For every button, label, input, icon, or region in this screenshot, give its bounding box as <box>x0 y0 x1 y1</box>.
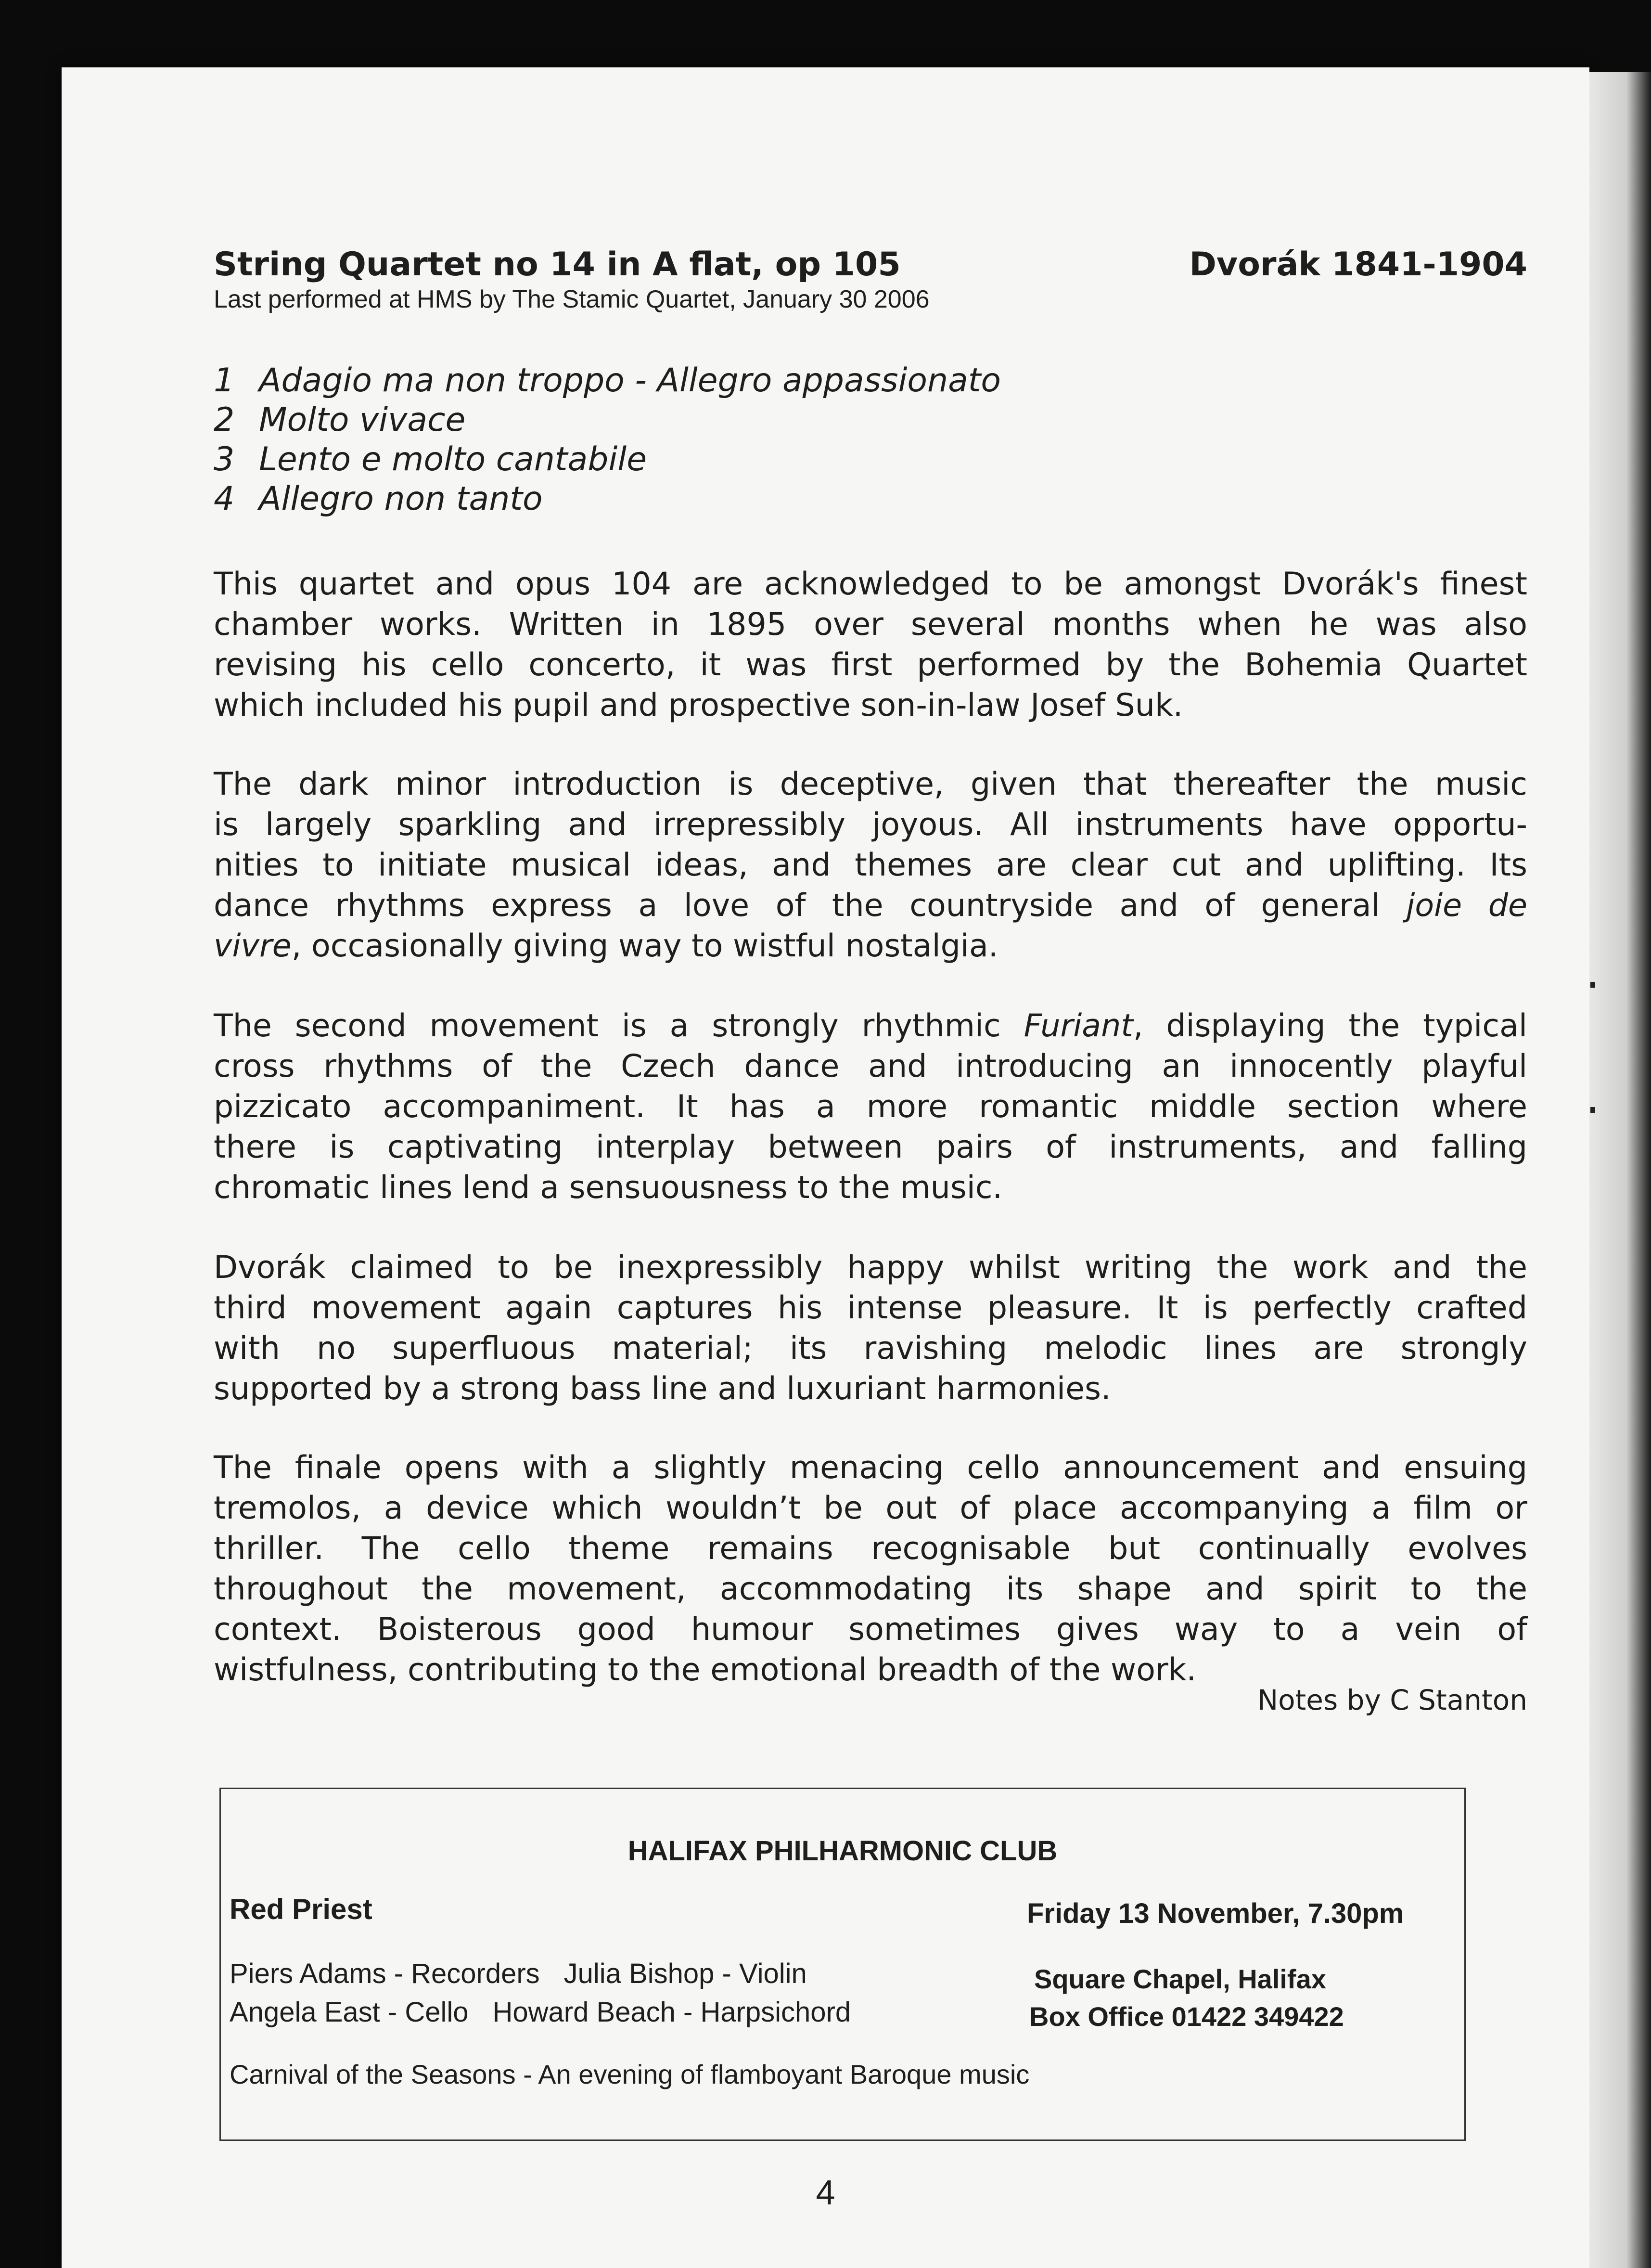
club-name: HALIFAX PHILHARMONIC CLUB <box>627 1835 1058 1867</box>
text-line: pizzicato accompaniment. It has a more romantic middle section where <box>214 1089 1527 1125</box>
composer-dates: Dvorák 1841-1904 <box>1189 245 1527 284</box>
paragraph-introduction-movement <box>214 764 1527 966</box>
text-line: with no superfluous material; its ravishing melodic lines are strongly <box>214 1330 1527 1366</box>
movement-title: Lento e molto cantabile <box>259 440 647 478</box>
italic-text: joie de <box>1406 888 1527 924</box>
concert-date: Friday 13 November, 7.30pm <box>1027 1898 1404 1929</box>
binding-mark <box>1590 982 1595 988</box>
paragraph-finale <box>214 1448 1527 1690</box>
text-line: third movement again captures his intense pleasure. It is perfectly crafted <box>214 1290 1527 1326</box>
text-line: which included his pupil and prospective son-in-law Josef Suk. <box>214 687 1183 723</box>
box-office: Box Office 01422 349422 <box>1029 2001 1344 2032</box>
text-line: Dvorák claimed to be inexpressibly happy whilst writing the work and the <box>214 1250 1527 1286</box>
text-line: cross rhythms of the Czech dance and introducing an innocently playful <box>214 1048 1527 1084</box>
movement-item <box>214 479 1001 519</box>
text-line: The dark minor introduction is deceptive, given that thereafter the music <box>214 766 1527 802</box>
performer: Angela East - Cello <box>230 1997 469 2028</box>
booklet-page <box>62 67 1589 2268</box>
page-number: 4 <box>816 2174 835 2212</box>
text-line: is largely sparkling and irrepressibly joyous. All instruments have opportu- <box>214 807 1527 843</box>
movement-number: 2 <box>214 401 235 439</box>
next-page-edge <box>1589 72 1651 2268</box>
venue: Square Chapel, Halifax <box>1034 1964 1326 1994</box>
movement-item <box>214 400 1001 440</box>
movement-number: 1 <box>214 361 235 399</box>
text-line: tremolos, a device which wouldn’t be out of place accompanying a film or <box>214 1490 1527 1526</box>
movement-number: 3 <box>214 440 235 478</box>
movement-number: 4 <box>214 480 235 518</box>
movement-item <box>214 361 1001 400</box>
text-line: thriller. The cello theme remains recognisable but continually evolves <box>214 1531 1527 1567</box>
concert-advert-box <box>219 1788 1466 2141</box>
ensemble-name: Red Priest <box>230 1893 372 1925</box>
text-run: dance rhythms express a love of the countryside and of general <box>214 888 1407 924</box>
text-line: wistfulness, contributing to the emotional breadth of the work. <box>214 1652 1197 1688</box>
movement-item <box>214 440 1001 479</box>
performers-line <box>230 1996 851 2028</box>
text-run: , displaying the typical <box>1133 1008 1527 1044</box>
text-line: This quartet and opus 104 are acknowledged to be amongst Dvorák's finest <box>214 566 1527 602</box>
text-line <box>214 886 1527 926</box>
movement-title: Allegro non tanto <box>259 480 543 518</box>
paragraph-third-movement <box>214 1248 1527 1409</box>
paragraph-second-movement <box>214 1006 1527 1208</box>
work-title: String Quartet no 14 in A flat, op 105 <box>214 245 901 284</box>
text-line <box>214 1006 1527 1046</box>
text-line: The finale opens with a slightly menacing cello announcement and ensuing <box>214 1450 1527 1486</box>
text-line: chamber works. Written in 1895 over several months when he was also <box>214 606 1527 643</box>
italic-text: vivre <box>214 928 292 964</box>
text-line: throughout the movement, accommodating its shape and spirit to the <box>214 1571 1527 1607</box>
text-line: revising his cello concerto, it was first performed by the Bohemia Quartet <box>214 647 1527 683</box>
movement-title: Molto vivace <box>259 401 466 439</box>
concert-description: Carnival of the Seasons - An evening of flamboyant Baroque music <box>230 2059 1030 2089</box>
text-line: supported by a strong bass line and luxuriant harmonies. <box>214 1371 1111 1407</box>
performer: Julia Bishop - Violin <box>563 1958 807 1989</box>
italic-text: Furiant <box>1024 1008 1133 1044</box>
text-line: nities to initiate musical ideas, and themes are clear cut and uplifting. Its <box>214 847 1527 883</box>
performer: Piers Adams - Recorders <box>230 1958 540 1989</box>
last-performed-note: Last performed at HMS by The Stamic Quartet, January 30 2006 <box>214 285 930 313</box>
movement-list <box>214 361 1001 519</box>
text-line: there is captivating interplay between pairs of instruments, and falling <box>214 1129 1527 1165</box>
text-line: context. Boisterous good humour sometimes gives way to a vein of <box>214 1611 1527 1648</box>
notes-credit: Notes by C Stanton <box>1257 1684 1527 1716</box>
performer: Howard Beach - Harpsichord <box>492 1997 851 2028</box>
binding-mark <box>1590 1107 1595 1113</box>
page-content <box>62 67 1589 2268</box>
text-line <box>214 926 1527 966</box>
text-line: chromatic lines lend a sensuousness to the music. <box>214 1170 1003 1206</box>
performers-line <box>230 1958 807 1990</box>
paragraph-intro <box>214 564 1527 726</box>
movement-title: Adagio ma non troppo - Allegro appassionato <box>259 361 1001 399</box>
text-run: The second movement is a strongly rhythmic <box>214 1008 1024 1044</box>
text-run: , occasionally giving way to wistful nostalgia. <box>291 928 998 964</box>
work-title-row <box>214 245 1527 284</box>
